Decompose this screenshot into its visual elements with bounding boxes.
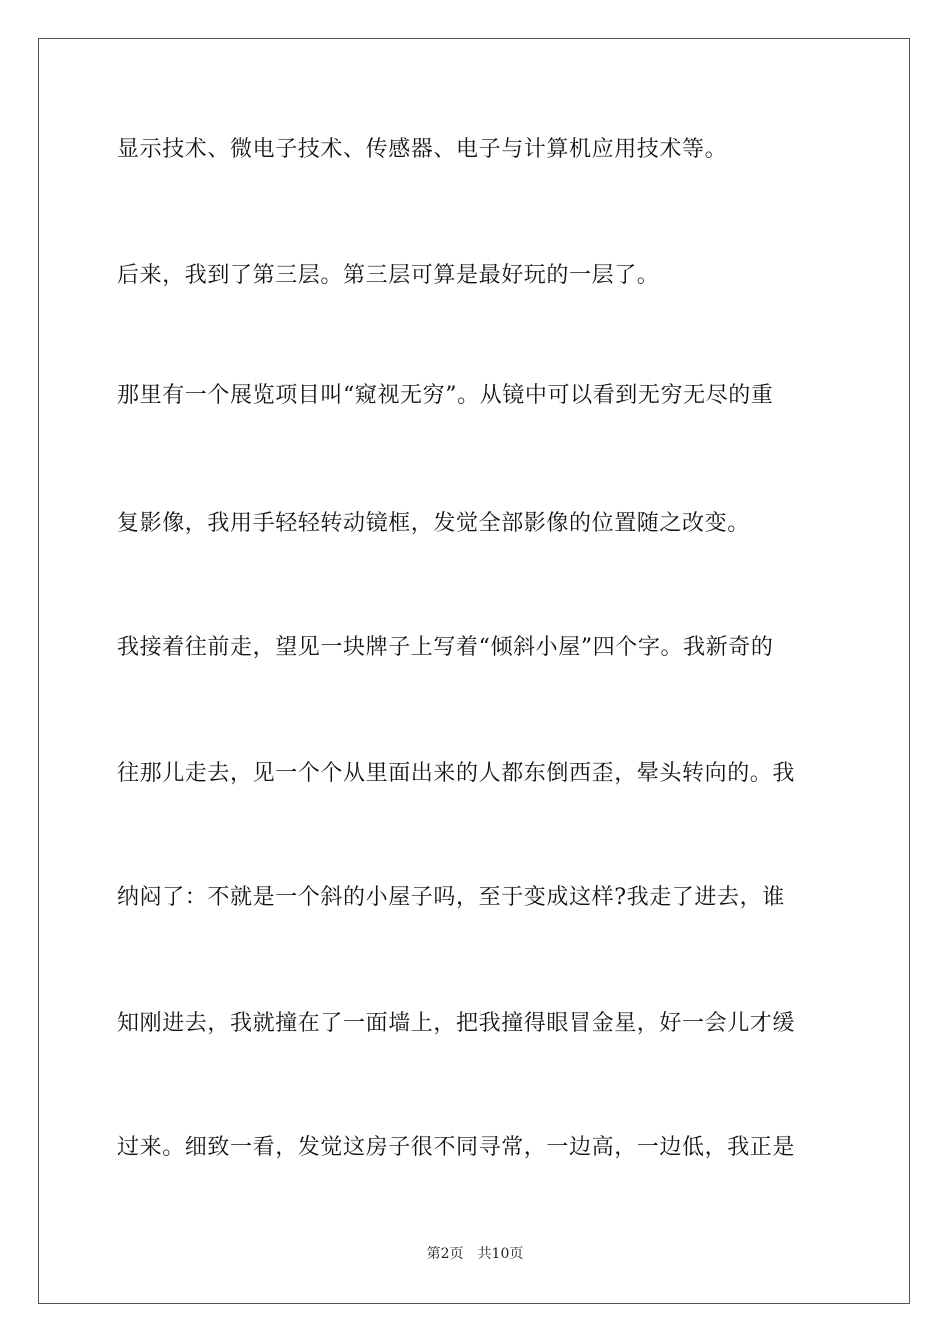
text-line-1: 显示技术、微电子技术、传感器、电子与计算机应用技术等。 — [117, 137, 728, 162]
text-line-5: 我接着往前走，望见一块牌子上写着“倾斜小屋”四个字。我新奇的 — [117, 635, 774, 660]
text-line-9: 过来。细致一看，发觉这房子很不同寻常，一边高，一边低，我正是 — [117, 1135, 796, 1160]
text-line-6: 往那儿走去，见一个个从里面出来的人都东倒西歪，晕头转向的。我 — [117, 761, 796, 786]
text-line-8: 知刚进去，我就撞在了一面墙上，把我撞得眼冒金星，好一会儿才缓 — [117, 1011, 796, 1036]
text-line-2: 后来，我到了第三层。第三层可算是最好玩的一层了。 — [117, 263, 660, 288]
text-line-7: 纳闷了：不就是一个斜的小屋子吗，至于变成这样?我走了进去，谁 — [117, 885, 785, 910]
text-line-3: 那里有一个展览项目叫“窥视无穷”。从镜中可以看到无穷无尽的重 — [117, 383, 774, 408]
page-frame — [38, 38, 910, 1304]
text-line-4: 复影像，我用手轻轻转动镜框，发觉全部影像的位置随之改变。 — [117, 511, 750, 536]
page-number-footer: 第2页 共10页 — [426, 1246, 524, 1262]
